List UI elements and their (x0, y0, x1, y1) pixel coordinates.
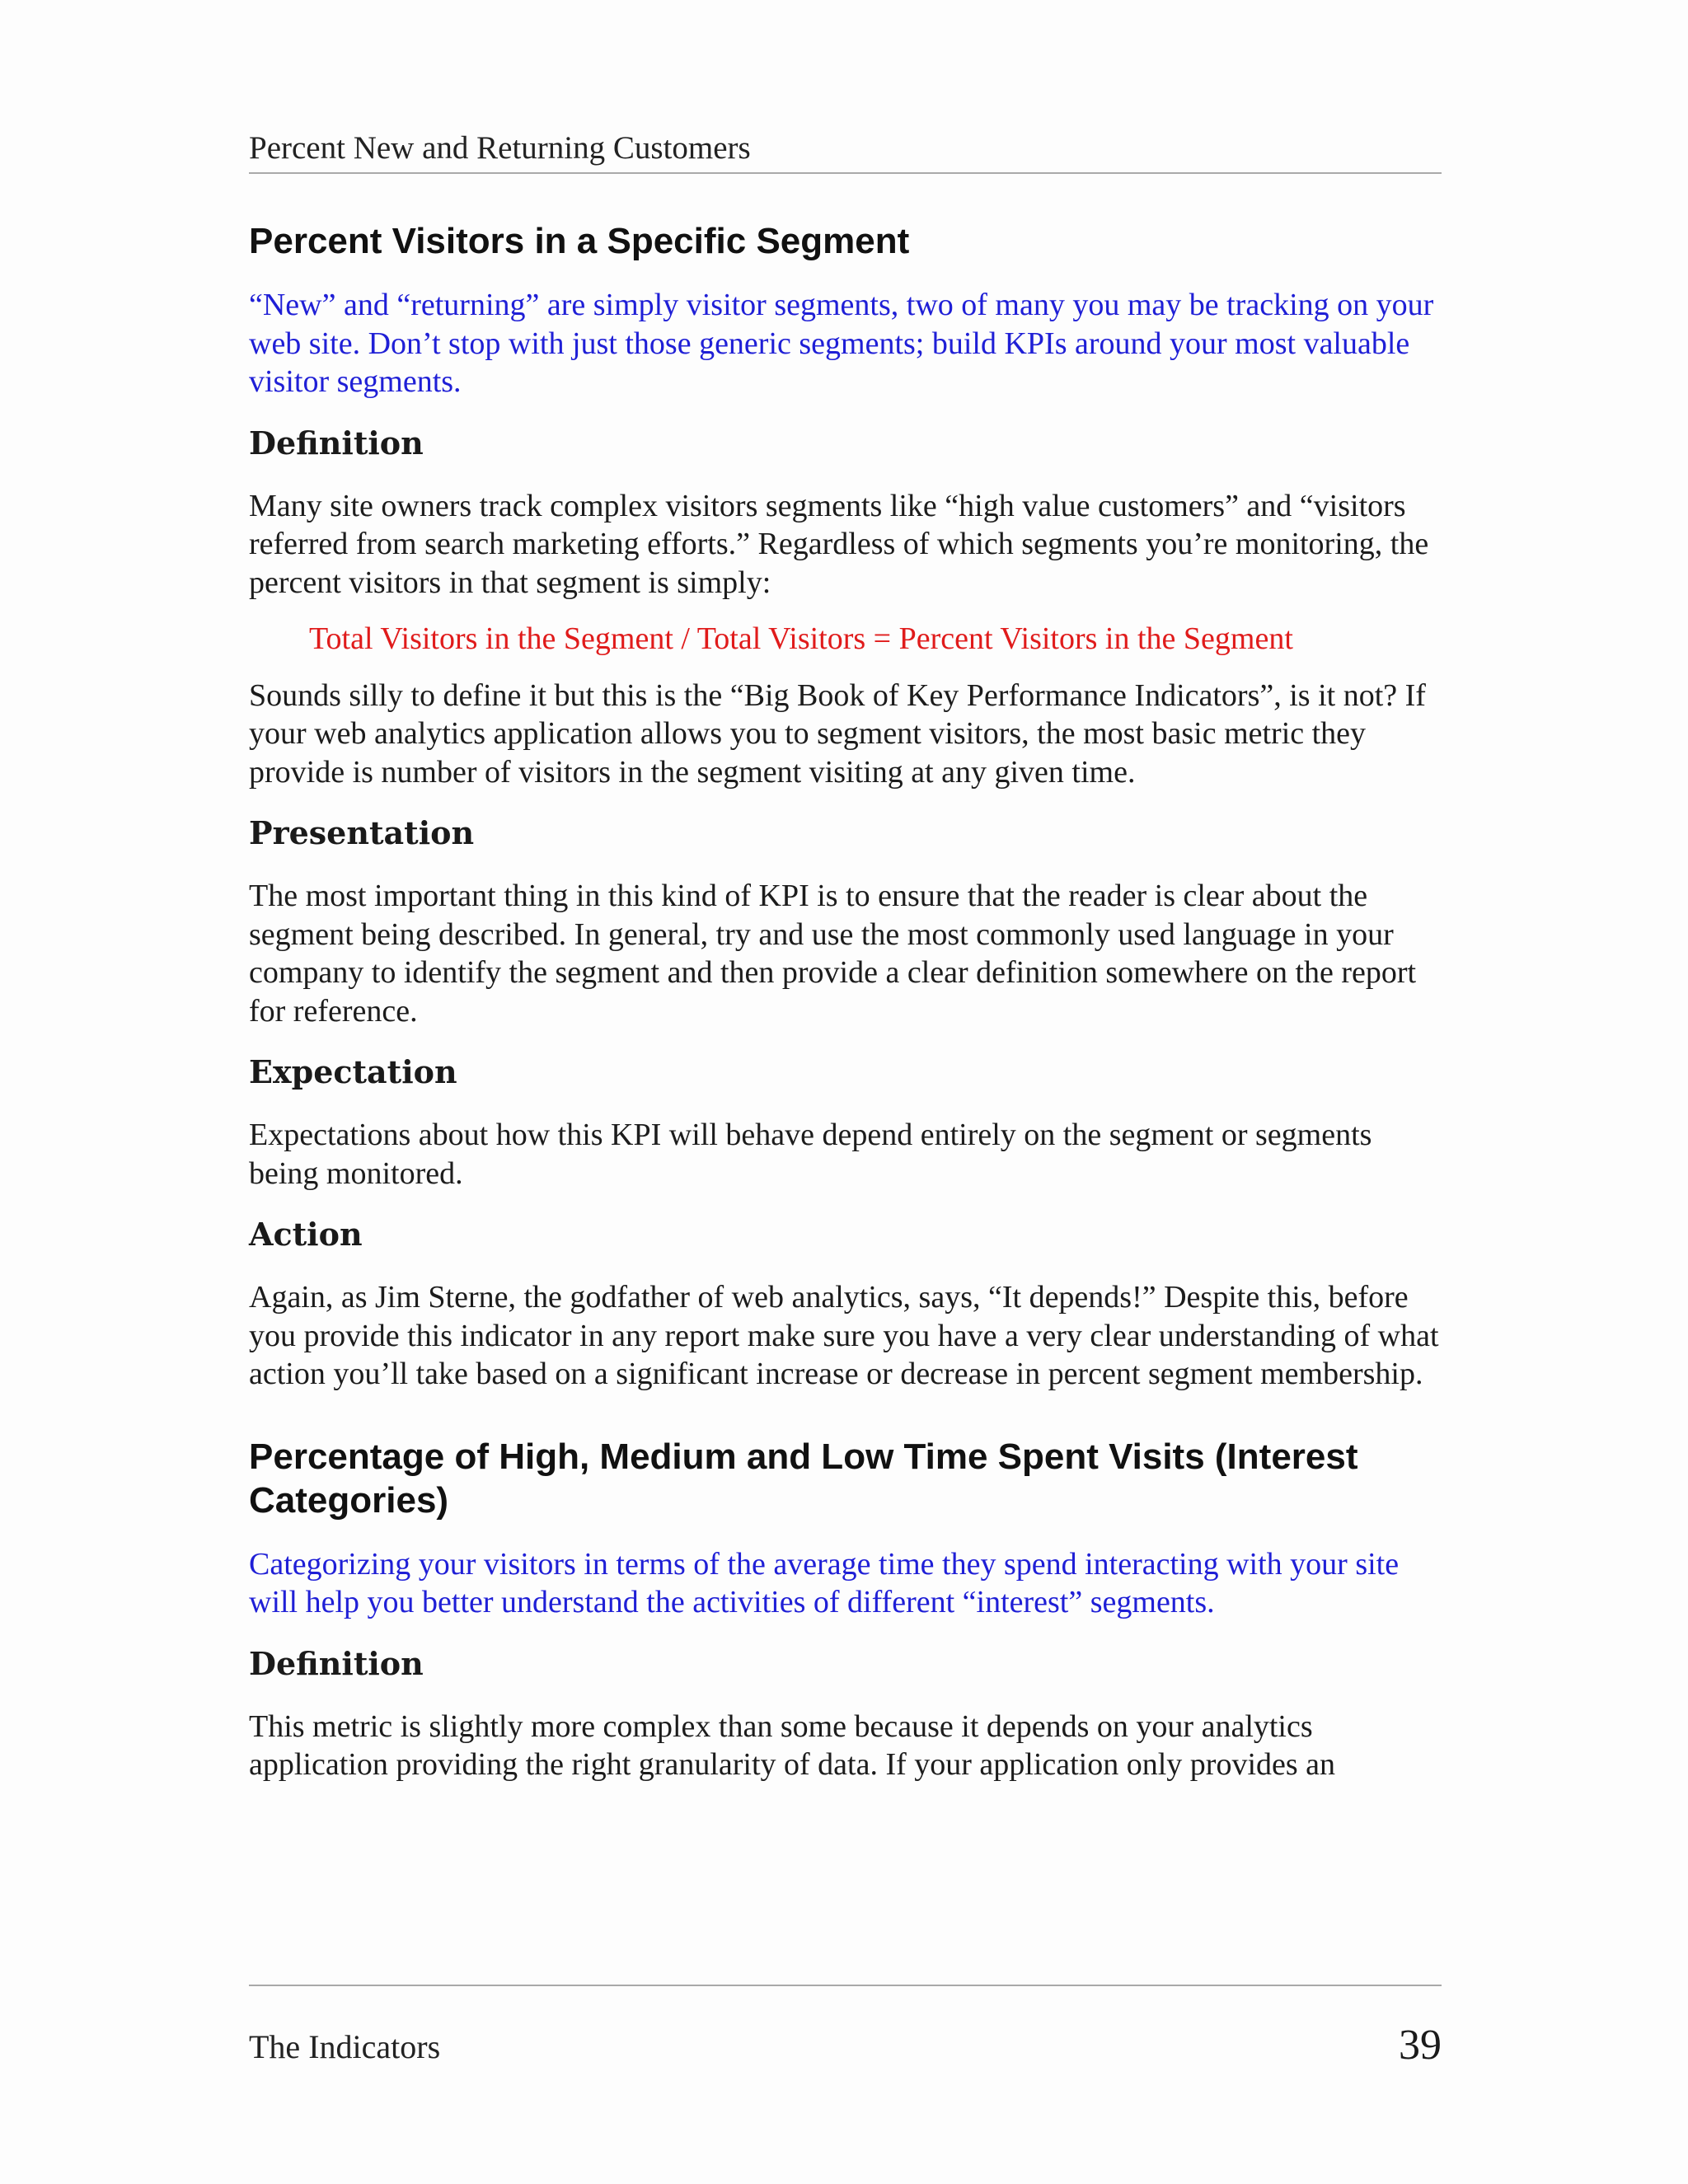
running-header: Percent New and Returning Customers (249, 130, 751, 166)
expectation-heading: Expectation (249, 1053, 457, 1090)
action-heading: Action (249, 1216, 363, 1253)
footer-rule (249, 1985, 1442, 1986)
definition-heading-2: Definition (249, 1644, 424, 1682)
expectation-paragraph: Expectations about how this KPI will behave depend entirely on the segment or segments being monitored. (249, 1118, 1372, 1191)
definition-heading: Definition (249, 424, 424, 462)
section-title: Percent Visitors in a Specific Segment (249, 221, 910, 261)
definition-paragraph: Many site owners track complex visitors segments like “high value customers” and “visitors referred from search marketing efforts.” Regardless of which segments you’re monitoring, the percent visitors in that segment is simply: (249, 488, 1429, 600)
action-paragraph: Again, as Jim Sterne, the godfather of web analytics, says, “It depends!” Despite this, before you provide this indicator in any report make sure you have a very clear understanding of what action you’ll take based on a significant increase or decrease in percent segment membership. (249, 1280, 1439, 1391)
formula: Total Visitors in the Segment / Total Visitors = Percent Visitors in the Segment (309, 621, 1293, 656)
presentation-paragraph: The most important thing in this kind of KPI is to ensure that the reader is clear about the segment being described. In general, try and use the most commonly used language in your company to identify the segment and then provide a clear definition somewhere on the report for reference. (249, 879, 1417, 1029)
document-page (249, 0, 1442, 2184)
presentation-heading: Presentation (249, 814, 475, 851)
section-intro: “New” and “returning” are simply visitor segments, two of many you may be tracking on your web site. Don’t stop with just those generic segments; build KPIs around your most valuable visitor segments. (249, 288, 1434, 399)
page-number: 39 (1399, 2022, 1442, 2069)
section-title-2: Percentage of High, Medium and Low Time Spent Visits (Interest Categories) (249, 1436, 1358, 1521)
definition-paragraph-2: Sounds silly to define it but this is the “Big Book of Key Performance Indicators”, is it not? If your web analytics application allows you to segment visitors, the most basic metric they provide is number of visitors in the segment visiting at any given time. (249, 677, 1426, 790)
section-intro-2: Categorizing your visitors in terms of the average time they spend interacting with your site will help you better understand the activities of different “interest” segments. (249, 1546, 1400, 1619)
definition-paragraph-3: This metric is slightly more complex than some because it depends on your analytics application providing the right granularity of data. If your application only provides an (249, 1708, 1336, 1782)
header-rule (249, 172, 1442, 174)
footer-section-label: The Indicators (249, 2028, 441, 2065)
page-body (249, 219, 1442, 1784)
